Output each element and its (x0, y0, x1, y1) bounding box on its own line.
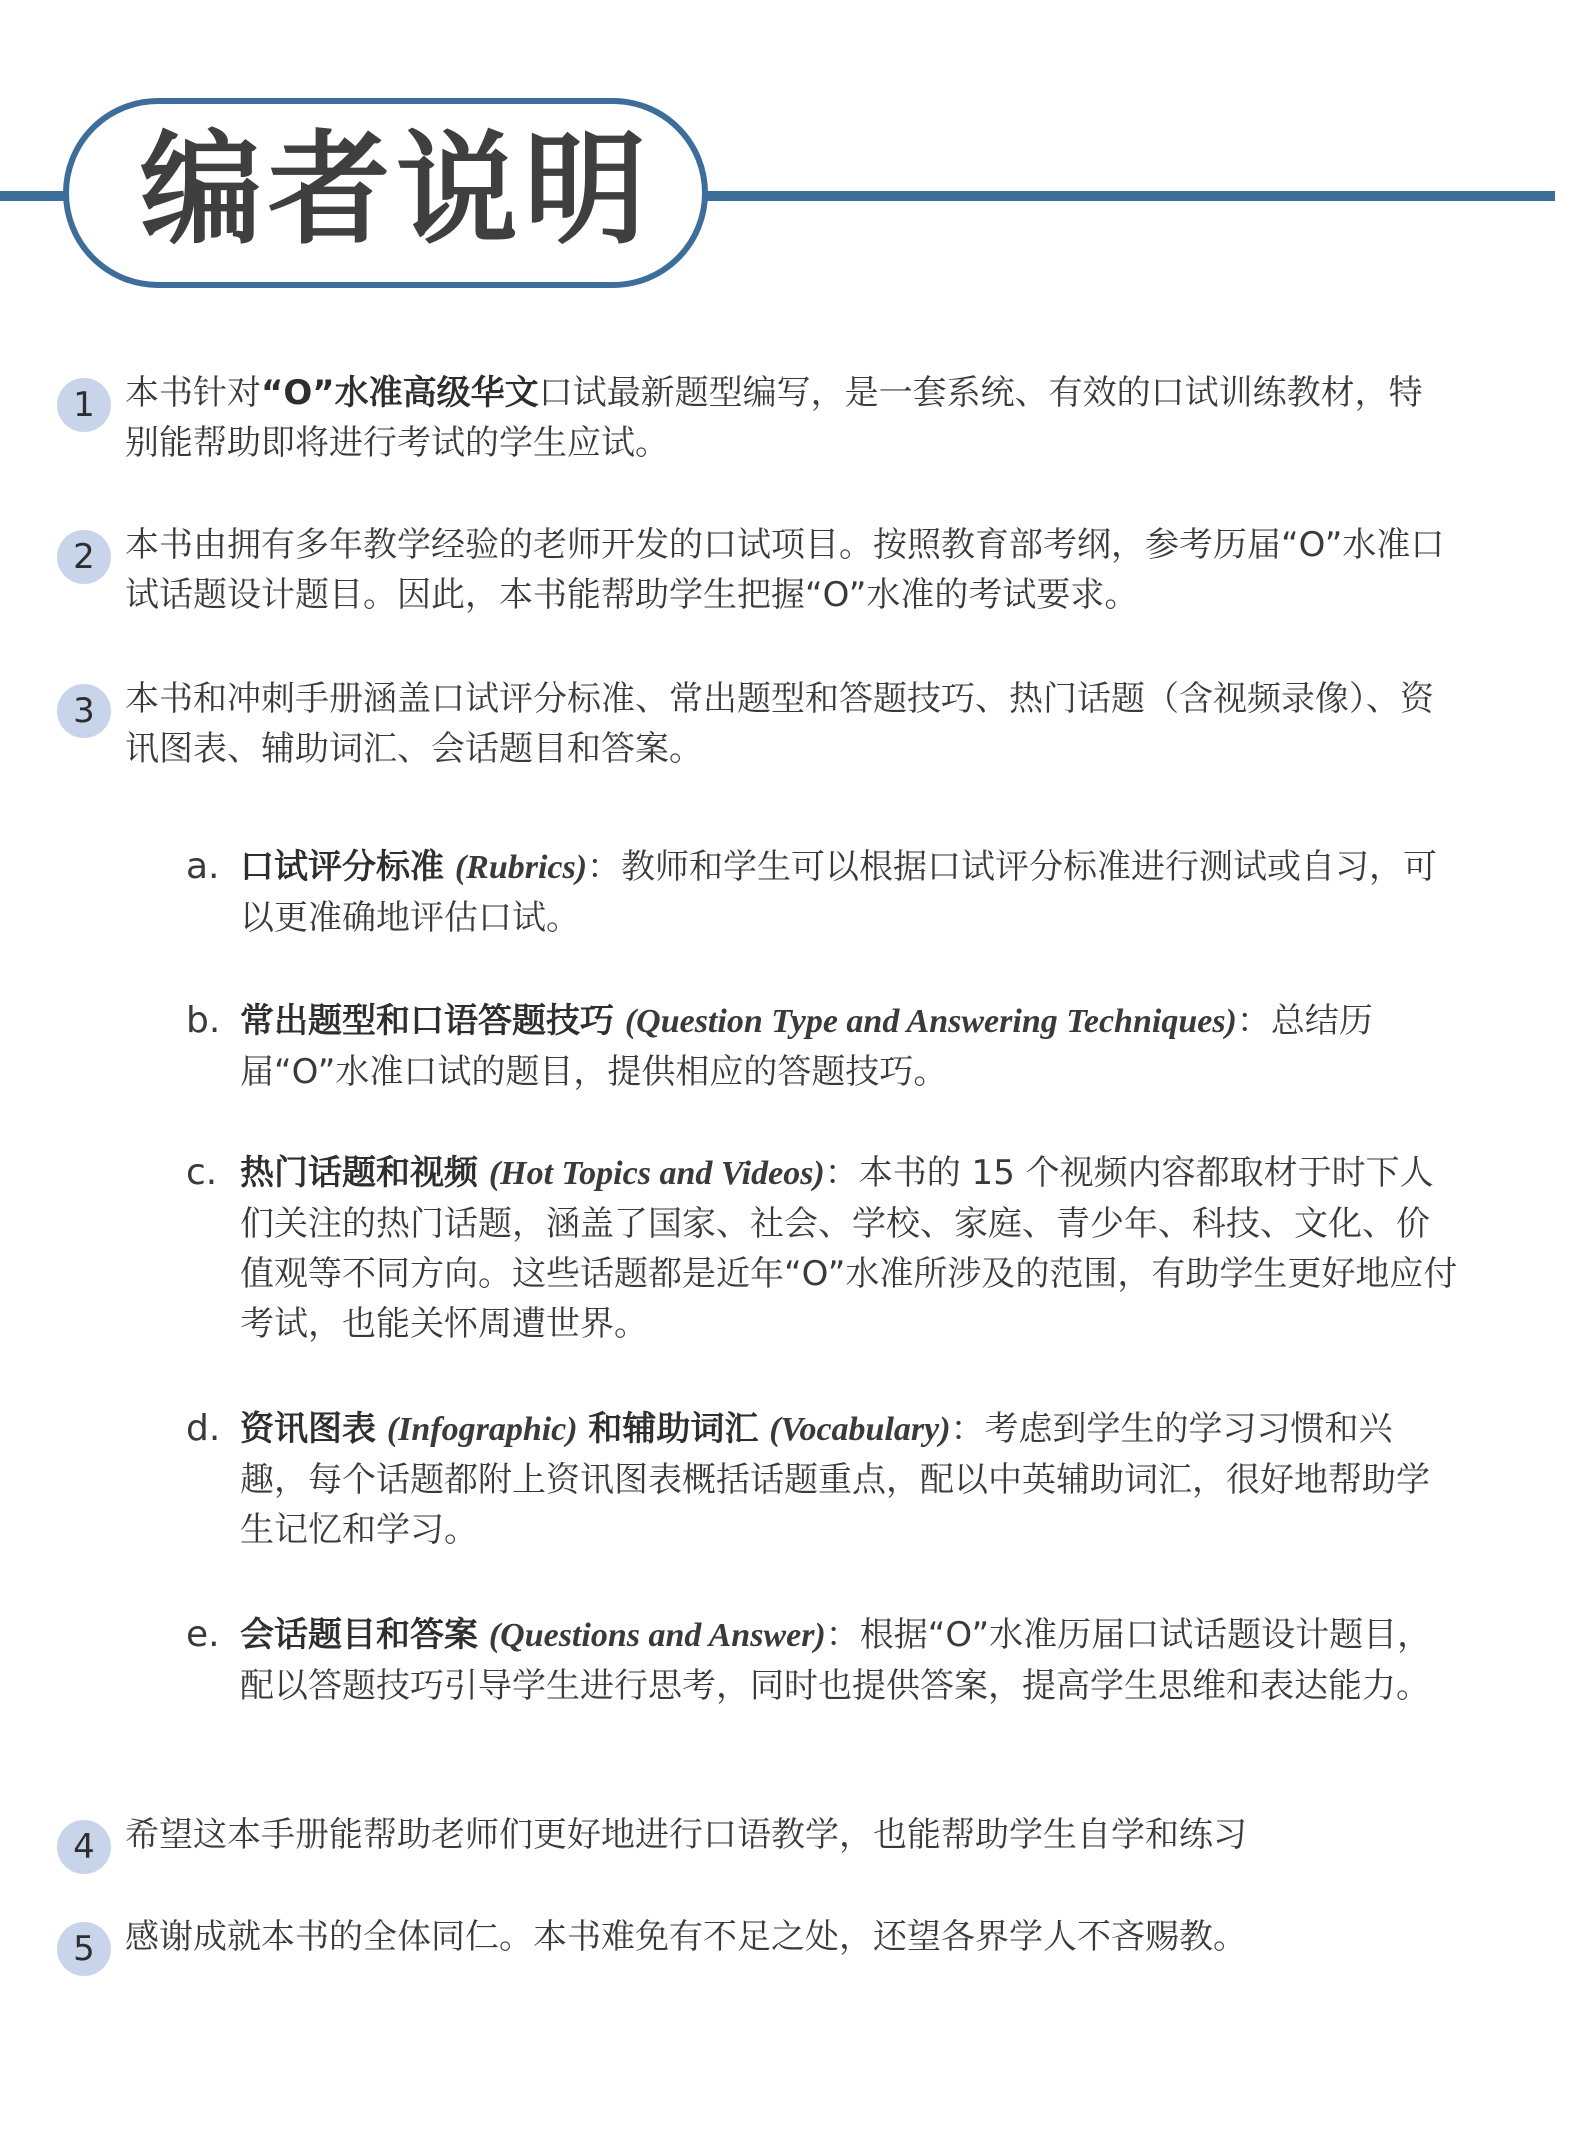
sub-item-letter: b. (186, 1000, 221, 1041)
sub-item-bold: 口试评分标准 (240, 847, 444, 887)
item-text: 本书由拥有多年教学经验的老师开发的口试项目。按照教育部考纲，参考历届“O”水准口试话题设计题目。因此，本书能帮助学生把握“O”水准的考试要求。 (125, 525, 1445, 615)
item-number: 4 (57, 1820, 111, 1874)
item-number: 1 (57, 378, 111, 432)
sub-item-letter: c. (186, 1152, 218, 1193)
item-text-post: 口试最新题型编写，是一套系统、有效的口试训练教材，特别能帮助即将进行考试的学生应试。 (125, 373, 1423, 463)
item-text: 希望这本手册能帮助老师们更好地进行口语教学，也能帮助学生自学和练习 (125, 1815, 1247, 1855)
sub-item-body: ：教师和学生可以根据口试评分标准进行测试或自习，可以更准确地评估口试。 (240, 847, 1438, 938)
sub-item-body: ：总结历届“O”水准口试的题目，提供相应的答题技巧。 (240, 1001, 1373, 1092)
sub-item-english: (Infographic) (386, 1411, 578, 1448)
sub-item-english-2: (Vocabulary) (769, 1411, 951, 1448)
sub-item-text (240, 1148, 1460, 1349)
sub-item-bold: 会话题目和答案 (240, 1615, 478, 1655)
item-text-pre: 本书针对 (125, 373, 261, 413)
sub-item-letter: a. (186, 846, 220, 887)
item-text: 本书和冲刺手册涵盖口试评分标准、常出题型和答题技巧、热门话题（含视频录像）、资讯图表、辅助词汇、会话题目和答案。 (125, 679, 1434, 769)
sub-item-english: (Questions and Answer) (488, 1617, 826, 1654)
item-number: 3 (57, 684, 111, 738)
page-title: 编者说明 (140, 119, 652, 261)
item-text: 感谢成就本书的全体同仁。本书难免有不足之处，还望各界学人不吝赐教。 (125, 1917, 1247, 1957)
item-text-bold: “O”水准高级华文 (261, 373, 539, 413)
sub-item-text (240, 842, 1460, 943)
sub-item-bold-2: 和辅助词汇 (588, 1409, 759, 1449)
item-text (125, 368, 1455, 468)
sub-item-body: ：根据“O”水准历届口试话题设计题目，配以答题技巧引导学生进行思考，同时也提供答案，提高学生思维和表达能力。 (240, 1615, 1432, 1706)
sub-item-text (240, 1610, 1460, 1711)
sub-item-letter: d. (186, 1408, 221, 1449)
sub-item-bold: 资讯图表 (240, 1409, 376, 1449)
sub-item-letter: e. (186, 1614, 220, 1655)
sub-item-body: ：本书的 15 个视频内容都取材于时下人们关注的热门话题，涵盖了国家、社会、学校、家庭、青少年、科技、文化、价值观等不同方向。这些话题都是近年“O”水准所涉及的范围，有助学生更好地应付考试，也能关怀周遭世界。 (240, 1153, 1458, 1344)
sub-item-text (240, 996, 1460, 1097)
item-number: 5 (57, 1922, 111, 1976)
sub-item-text (240, 1404, 1460, 1555)
sub-item-english: (Hot Topics and Videos) (488, 1155, 825, 1192)
sub-item-english: (Question Type and Answering Techniques) (624, 1003, 1237, 1040)
sub-item-bold: 热门话题和视频 (240, 1153, 478, 1193)
sub-item-english: (Rubrics) (454, 849, 588, 886)
sub-item-body: ：考虑到学生的学习习惯和兴趣，每个话题都附上资讯图表概括话题重点，配以中英辅助词汇，很好地帮助学生记忆和学习。 (240, 1409, 1430, 1550)
sub-item-bold: 常出题型和口语答题技巧 (240, 1001, 614, 1041)
item-number: 2 (57, 530, 111, 584)
